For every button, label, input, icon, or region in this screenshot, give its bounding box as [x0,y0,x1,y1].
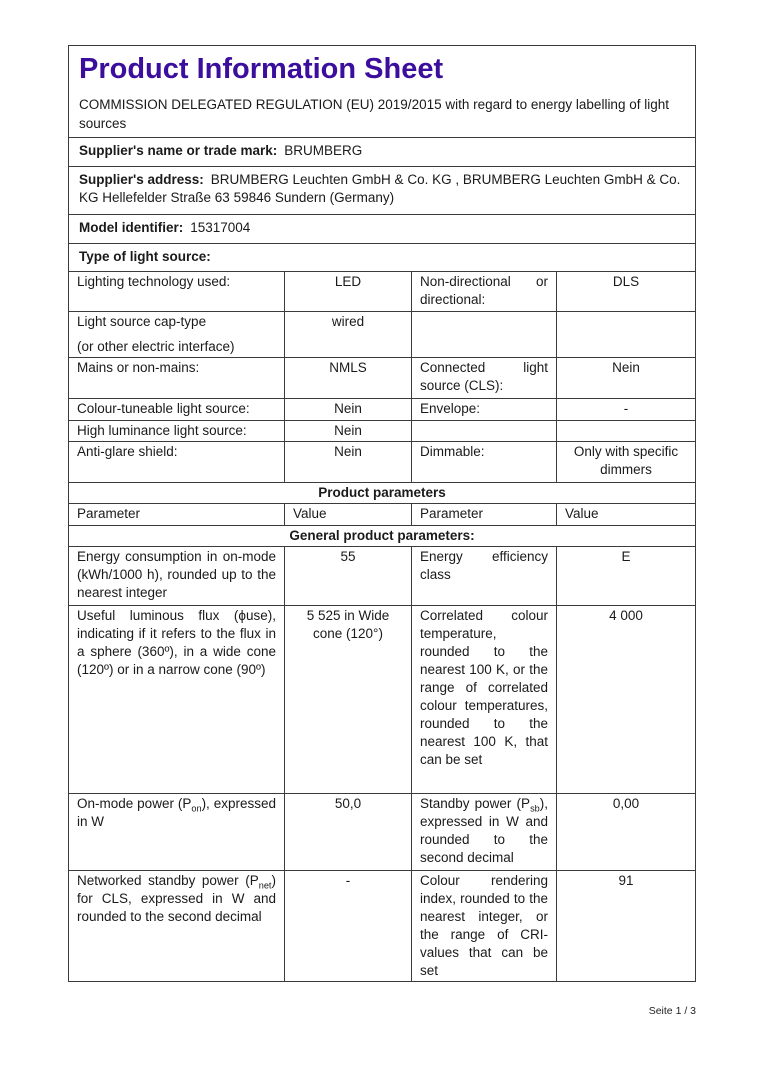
param-label-cell: Mains or non-mains: [77,360,200,375]
label-text: Networked standby power (P [77,873,259,888]
param-value-cell: wired [284,312,411,357]
table-row-column-headers [69,503,695,525]
product-info-sheet [68,45,696,982]
table-row-section-heading [69,525,695,546]
param-label-cell: Colour-tuneable light source: [77,401,250,416]
param-label-cell: Connected light source (CLS): [411,358,556,398]
type-of-light-source-heading: Type of light source: [79,249,211,264]
table-row-supplier-address [69,166,695,214]
param-label-cell: Energy consumption in on-mode (kWh/1000 h), rounded up to the nearest integer [77,549,276,600]
table-row [69,546,695,605]
label-text: On-mode power (P [77,796,192,811]
param-value-cell: Nein [284,442,411,482]
param-value-cell: 0,00 [556,794,695,870]
label-subscript: sb [530,803,540,814]
param-label-cell: Non-directional or directional: [411,272,556,311]
param-label-cell [411,794,556,870]
table-row [69,793,695,870]
column-header: Value [556,504,695,525]
param-label-cell [69,312,284,357]
table-row [69,357,695,398]
param-value-cell: NMLS [284,358,411,398]
supplier-name-label: Supplier's name or trade mark: [79,143,278,158]
table-row [69,398,695,420]
param-value-cell: DLS [556,272,695,311]
cap-type-line1: Light source cap-type [77,314,207,329]
label-text: ) for CLS, expressed in W and rounded to the second decimal [77,873,276,924]
param-label-cell [411,312,556,357]
page-number-footer: Seite 1 / 3 [648,1005,696,1017]
table-row [69,271,695,311]
param-label-cell: Colour rendering index, rounded to the nearest integer, or the range of CRI-values that can be set [411,871,556,981]
title-block [69,46,695,137]
label-subscript: on [191,803,202,814]
section-heading-product-parameters: Product parameters [318,485,446,500]
param-value-cell: 50,0 [284,794,411,870]
cap-type-line2: (or other electric interface) [77,339,235,354]
table-row-model-identifier [69,214,695,243]
table-row [69,441,695,482]
table-row-supplier-name [69,137,695,166]
regulation-subtitle: COMMISSION DELEGATED REGULATION (EU) 2019/2015 with regard to energy labelling of light sources [79,97,669,131]
param-value-cell: - [284,871,411,981]
param-label-cell: Anti-glare shield: [77,444,178,459]
param-label-cell: Lighting technology used: [77,274,231,289]
page-title: Product Information Sheet [79,53,444,85]
table-row [69,311,695,357]
supplier-address-value: BRUMBERG Leuchten GmbH & Co. KG , BRUMBERG Leuchten GmbH & Co. KG Hellefelder Straße 63 59846 Sundern (Germany) [79,172,681,205]
supplier-name-value: BRUMBERG [284,143,363,158]
table-row-section-heading [69,482,695,503]
label-text: ), expressed in W and rounded to the second decimal [420,796,548,865]
label-text: Standby power (P [420,796,531,811]
label-text: ), expressed in W [77,796,276,829]
section-heading-general-parameters: General product parameters: [289,528,475,543]
param-value-cell: LED [284,272,411,311]
model-identifier-label: Model identifier: [79,220,184,235]
param-value-cell: Nein [284,421,411,441]
column-header: Parameter [411,504,556,525]
param-value-cell [556,312,695,357]
param-label-cell [69,794,284,870]
column-header: Value [284,504,411,525]
param-value-cell: 4 000 [556,606,695,793]
table-row [69,870,695,981]
model-identifier-value: 15317004 [190,220,251,235]
supplier-address-label: Supplier's address: [79,172,204,187]
param-value-cell: E [556,547,695,605]
param-value-cell: 55 [284,547,411,605]
column-header: Parameter [77,506,141,521]
table-row [69,420,695,441]
param-value-cell [556,421,695,441]
param-label-cell [69,871,284,981]
param-label-cell: Correlated colour temperature, rounded to the nearest 100 K, or the range of correlated colour temperatures, rounded to the nearest 100 K, that can be set [411,606,556,793]
param-label-cell: Energy efficiency class [411,547,556,605]
param-value-cell: 5 525 in Wide cone (120°) [284,606,411,793]
param-value-cell: 91 [556,871,695,981]
param-label-cell [411,421,556,441]
table-row [69,605,695,793]
param-value-cell: - [556,399,695,420]
param-label-cell: Envelope: [411,399,556,420]
table-row-type-heading [69,243,695,271]
param-value-cell: Nein [284,399,411,420]
param-value-cell: Nein [556,358,695,398]
param-label-cell: Useful luminous flux (ϕuse), indicating if it refers to the flux in a sphere (360º), in a wide cone (120º) or in a narrow cone (90º) [77,608,276,677]
param-label-cell: High luminance light source: [77,423,247,438]
label-subscript: net [258,880,272,891]
param-label-cell: Dimmable: [411,442,556,482]
param-value-cell: Only with specific dimmers [556,442,695,482]
